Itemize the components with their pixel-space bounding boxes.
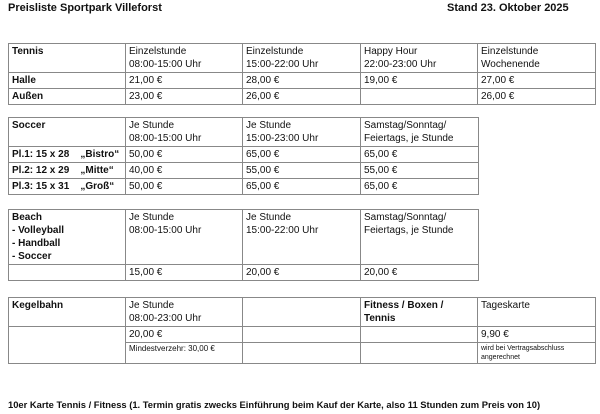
section-title-cell: Tennis xyxy=(9,44,126,73)
table-header-row xyxy=(9,44,596,73)
table-header-row xyxy=(9,298,596,327)
section-title-cell: Kegelbahn xyxy=(9,298,126,327)
column-header-cell: Fitness / Boxen / Tennis xyxy=(361,298,478,327)
row-label-cell: Halle xyxy=(9,73,126,89)
price-cell: 65,00 € xyxy=(361,179,479,195)
row-label-cell: Pl.1: 15 x 28 „Bistro“ xyxy=(9,147,126,163)
price-cell: 65,00 € xyxy=(361,147,479,163)
column-header-cell: Je Stunde 15:00-23:00 Uhr xyxy=(243,118,361,147)
column-header-cell: Je Stunde 08:00-23:00 Uhr xyxy=(126,298,243,327)
price-cell: 26,00 € xyxy=(478,89,596,105)
table-header-row xyxy=(9,118,479,147)
column-header-cell: Samstag/Sonntag/ Feiertags, je Stunde xyxy=(361,118,479,147)
price-cell: 40,00 € xyxy=(126,163,243,179)
price-cell: 23,00 € xyxy=(126,89,243,105)
page-title: Preisliste Sportpark Villeforst xyxy=(8,2,162,14)
price-cell: 50,00 € xyxy=(126,179,243,195)
empty-cell xyxy=(361,343,478,364)
price-cell: 20,00 € xyxy=(361,265,479,281)
price-cell: 65,00 € xyxy=(243,179,361,195)
price-cell: 65,00 € xyxy=(243,147,361,163)
empty-cell xyxy=(361,327,478,343)
row-label-cell xyxy=(9,265,126,281)
row-label-cell: Pl.3: 15 x 31 „Groß“ xyxy=(9,179,126,195)
column-header-cell: Einzelstunde 15:00-22:00 Uhr xyxy=(243,44,361,73)
column-header-cell xyxy=(243,298,361,327)
price-cell: 20,00 € xyxy=(243,265,361,281)
price-cell: 27,00 € xyxy=(478,73,596,89)
price-cell: 28,00 € xyxy=(243,73,361,89)
tennis-table xyxy=(8,43,596,105)
price-cell xyxy=(361,89,478,105)
column-header-cell: Tageskarte xyxy=(478,298,596,327)
section-title-cell: Soccer xyxy=(9,118,126,147)
column-header-cell: Einzelstunde Wochenende xyxy=(478,44,596,73)
kegelbahn-price: 20,00 € xyxy=(126,327,243,343)
table-row xyxy=(9,89,596,105)
price-cell: 55,00 € xyxy=(361,163,479,179)
empty-cell xyxy=(243,327,361,343)
footer-note: 10er Karte Tennis / Fitness (1. Termin gratis zwecks Einführung beim Kauf der Karte, also 11 Stunden zum Preis von 10) xyxy=(8,399,541,410)
table-row xyxy=(9,73,596,89)
price-cell: 19,00 € xyxy=(361,73,478,89)
empty-cell xyxy=(243,343,361,364)
minimum-spend: Mindestverzehr: 30,00 € xyxy=(126,343,243,364)
column-header-cell: Samstag/Sonntag/ Feiertags, je Stunde xyxy=(361,210,479,265)
table-row xyxy=(9,179,479,195)
table-row xyxy=(9,147,479,163)
table-row xyxy=(9,265,479,281)
price-cell: 55,00 € xyxy=(243,163,361,179)
column-header-cell: Einzelstunde 08:00-15:00 Uhr xyxy=(126,44,243,73)
empty-cell xyxy=(9,327,126,364)
column-header-cell: Je Stunde 08:00-15:00 Uhr xyxy=(126,118,243,147)
fitness-note: wird bei Vertragsabschluss angerechnet xyxy=(478,343,596,364)
price-cell: 50,00 € xyxy=(126,147,243,163)
kegelbahn-table xyxy=(8,297,596,364)
row-label-cell: Außen xyxy=(9,89,126,105)
price-cell: 21,00 € xyxy=(126,73,243,89)
beach-table xyxy=(8,209,479,281)
price-cell: 15,00 € xyxy=(126,265,243,281)
table-row xyxy=(9,163,479,179)
row-label-cell: Pl.2: 12 x 29 „Mitte“ xyxy=(9,163,126,179)
column-header-cell: Je Stunde 15:00-22:00 Uhr xyxy=(243,210,361,265)
soccer-table xyxy=(8,117,479,195)
column-header-cell: Happy Hour 22:00-23:00 Uhr xyxy=(361,44,478,73)
date-label: Stand 23. Oktober 2025 xyxy=(447,2,569,14)
fitness-price: 9,90 € xyxy=(478,327,596,343)
section-title-cell: Beach - Volleyball - Handball - Soccer xyxy=(9,210,126,265)
price-cell: 26,00 € xyxy=(243,89,361,105)
column-header-cell: Je Stunde 08:00-15:00 Uhr xyxy=(126,210,243,265)
table-header-row xyxy=(9,210,479,265)
